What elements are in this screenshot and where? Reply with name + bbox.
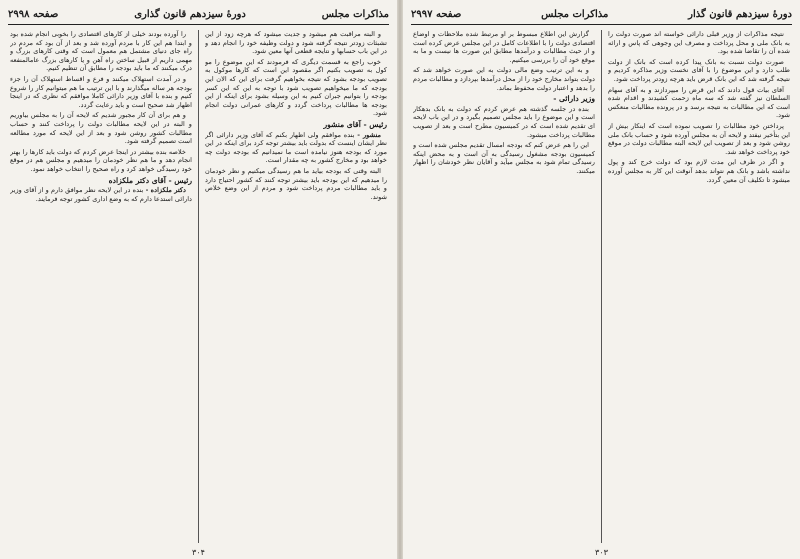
paragraph: بنده در جلسه گذشته هم عرض کردم که دولت به بانک بدهکار است و این موضوع را باید مجلس تصمیم بگیرد و در این باب لایحه ای تقدیم شده است که در کمیسیون مطرح است و بعد از تصویب مطالبات پرداخت میشود. [413,104,595,139]
paragraph: البته وقتی که بودجه بیاید ما هم رسیدگی میکنیم و نظر خودمان را میدهیم که این بودجه باید بیشتر توجه کنند که کشور احتیاج دارد و باید مطالبات مردم پرداخت شود و مردم از این وضع خلاص شوند. [205,166,387,201]
left-page-left-column [10,30,192,545]
left-page-folio: ۳۰۴ [192,548,205,557]
paragraph: آقای بیات قول دادند که این قرض را میپردازند و به آقای سهام السلطان نیز گفته شد که سه ماه زحمت کشیدند و اقدام شده است که این مطالبات به نتیجه برسد و در پرونده مطالبات منعکس شود. [608,85,790,120]
right-page-header [411,6,792,22]
right-page-period: دورهٔ سیزدهم قانون گذار [688,8,792,20]
paragraph: این را هم عرض کنم که بودجه امسال تقدیم مجلس شده است و کمیسیون بودجه مشغول رسیدگی به آن است و به محض اینکه رسیدگی تمام شود به مجلس میآید و آقایان نظر خودشان را اظهار میکنند. [413,141,595,175]
left-page-number: صفحه ۲۹۹۸ [8,8,59,20]
paragraph: را آورده بودند خیلی از کارهای اقتصادی را بخوبی انجام شده بود و ابتدا هم این کار با مردم آورده شد و بعد از آن بود که مردم در راه جای دنیای مشتمل هم معمول است که وقتی کارهای بزرگ و مهمی داریم از قبیل ساختن راه آهن و یا کارهای بزرگ عامالمنفعه درک میکنند که ما باید بودجه را مطابق آن تنظیم کنیم. [10,30,192,73]
paragraph: و هم برای آن کار مجبور شدیم که لایحه آن را به مجلس بیاوریم و البته در این لایحه مطالبات دولت را پرداخت کنند و حساب مطالبات کشور روشن شود و بعد از این لایحه که مورد مطالعه است تصمیم گرفته شود. [10,111,192,146]
speaker-heading: وزیر دارائی - [553,94,595,104]
speech-paragraph [205,131,387,165]
speech-text: بنده در این لایحه نظر موافق دارم و از آقای وزیر دارائی استدعا دارم که به وضع اداری کشور توجه فرمایند. [10,186,192,203]
left-page [0,0,397,559]
paragraph: گزارش این اطلاع مبسوط بر او مرتبط شده ملاحظات و اوضاع اقتصادی دولت را با اطلاعات کامل در این مجلس عرض کرده است و از حیث مطالبات و درآمدها مطابق این صورت ها نیست و ما به موقع خود آن را بررسی میکنیم. [413,30,595,64]
speaker-heading: رئیس - آقای منشور [323,119,387,129]
left-page-title: مذاکرات مجلس [321,8,389,20]
speaker-heading: رئیس - آقای دکتر ملکزاده [108,175,192,185]
right-page-folio: ۳۰۳ [595,548,608,557]
paragraph: و البته مراقبت هم میشود و جدیت میشود که هرچه زود از این تشبثات زودتر نتیجه گرفته شود و دولت وظیفه خود را انجام دهد و در این باب حسابها و نتایجه قطعی آنها معین شود. [205,30,387,56]
right-page-right-column [608,30,790,545]
paragraph: و در آمدت استهلاک میکنند و فرع و اقساط استهلاک آن را جزء بودجه هر ساله میگذارند و با این ترتیب ما هم میتوانیم کار را شروع کنیم و بنده با آقای وزیر دارائی کاملا موافقم که نظری که در اینجا اظهار شد صحیح است و باید رعایت گردد. [10,74,192,109]
right-page-number: صفحه ۲۹۹۷ [411,8,462,20]
paragraph: نتیجه مذاکرات از وزیر قبلی دارائی خواسته اند صورت دولت را به بانک ملی و محل پرداخت و مصرف این وجوهی که پاس و ارائه شده آن را تقاضا شده بود. [608,30,790,56]
paragraph: صورت دولت نسبت به بانک پیدا کرده است که بانک از دولت طلب دارد و این موضوع را با آقای نخست وزیر مذاکره کردیم و نتیجه گرفته شد که این بانک قرض باید هرچه زودتر پرداخت شود. [608,57,790,83]
left-page-right-column [205,30,387,545]
left-page-header [8,6,389,22]
header-rule [411,24,792,25]
header-rule [8,24,389,25]
speech-text: بنده موافقم ولی اظهار بکنم که آقای وزیر دارائی اگر نظر ایشان اینست که بدولت باید بیشتر توجه کرد برای اینکه در این مورد که بودجه هنوز نیامده است ما نمیدانیم که بودجه دولت چه خواهد بود و مخارج کشور به چه مقدار است. [205,130,387,165]
paragraph: و به این ترتیب وضع مالی دولت به این صورت خواهد شد که دولت بتواند مخارج خود را از محل درآمدها بپردازد و مطالبات مردم را بدهد و اعتبار دولت محفوظ بماند. [413,66,595,92]
right-page-title: مذاکرات مجلس [541,8,609,20]
paragraph: پرداختن خود مطالبات را تصویب نموده است که اینکار بیش از این بتأخیر نیفتد و لایحه آن به مجلس آورده شود و حساب بانک ملی روشن شود و بعد از تصویب این لایحه البته مطالبات دولت در موقع خود پرداخت خواهد شد. [608,121,790,156]
paragraph: و اگر در ظرف این مدت لازم بود که دولت خرج کند و پول نداشته باشد و بانک هم نتواند بدهد آنوقت این کار به مجلس آورده میشود تا تکلیف آن معین گردد. [608,158,790,184]
right-page-left-column [413,30,595,545]
paragraph: خوب راجع به قسمت دیگری که فرمودند که این موضوع را مو کول به تصویب بکنیم اگر مقصود این است که کارها موکول به تصویب بودجه بشود که نتیجه بخواهیم گرفت برای این که الان این بودجه که ما میخواهیم تصویب شود با توجه به این که این کسر بودجه را بتوانیم جبران کنیم به این وسیله بشود برای اینکه از این بودجه ها مطالبات پرداخت گردد و کارهای عمرانی دولت انجام شود. [205,57,387,118]
column-divider [198,30,199,543]
column-divider [601,30,602,543]
paragraph: خلاصه بنده بیشتر در اینجا عرض کردم که دولت باید کارها را بهتر انجام دهد و ما هم نظر خودمان را میدهیم و مجلس هم در موقع خود رسیدگی خواهد کرد و راه صحیح را انتخاب خواهد نمود. [10,147,192,173]
right-page [403,0,800,559]
left-page-period: دورهٔ سیزدهم قانون گذاری [134,8,246,20]
speaker-lead: دکتر ملکزاده - [145,186,186,195]
speech-paragraph [10,186,192,203]
speaker-lead: منشور - [357,130,381,139]
